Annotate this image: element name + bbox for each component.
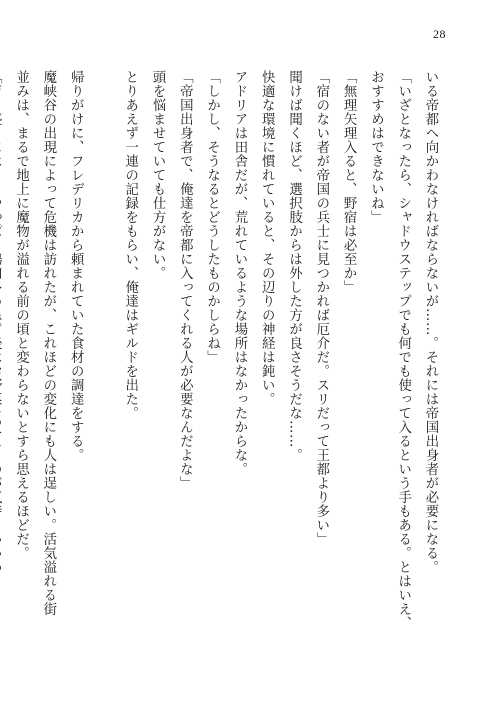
text-line: 「いざとなったら、シャドウステップでも何でも使って入るという手もある。とはいえ、 <box>395 70 411 630</box>
text-line: 「帝国出身者で、俺達を帝都に入ってくれる人が必要なんだよな」 <box>177 70 193 490</box>
text-line <box>0 70 7 660</box>
text-line: いる帝都へ向かわなければならないが……。それには帝国出身者が必要になる。 <box>423 70 438 574</box>
text-line: 魔峡谷の出現によって危機は訪れたが、これほどの変化にも人は逞しい。活気溢れる街 <box>40 70 56 616</box>
text-line: 並みは、まるで地上に魔物が溢れる前の頃と変わらないとすら思えるほどだ。 <box>13 70 29 560</box>
text-line: 快適な環境に慣れていると、その辺りの神経は鈍い。 <box>259 70 275 406</box>
paragraph-break <box>89 70 116 660</box>
vertical-text-block <box>0 70 444 660</box>
text-line: とりあえず一連の記録をもらい、俺達はギルドを出た。 <box>122 70 138 420</box>
text-line: 聞けば聞くほど、選択肢からは外した方が良さそうだな……。 <box>286 70 302 462</box>
text-line: 「無理矢理入ると、野宿は必至か」 <box>341 70 357 294</box>
text-line: 頭を悩ませていても仕方がない。 <box>150 70 166 280</box>
text-line: おすすめはできないね」 <box>368 70 384 224</box>
text-line: 帰りがけに、フレデリカから頼まれていた食材の調達をする。 <box>68 70 84 462</box>
page-number: 28 <box>433 27 446 41</box>
text-line: アドリアは田舎だが、荒れているような場所はなかったからな。 <box>231 70 247 476</box>
text-line: 「しかし、そうなるとどうしたものかしらね」 <box>204 70 220 364</box>
text-line: 「宿のない者が帝国の兵士に見つかれば厄介だ。スリだって王都より多い」 <box>313 70 329 546</box>
